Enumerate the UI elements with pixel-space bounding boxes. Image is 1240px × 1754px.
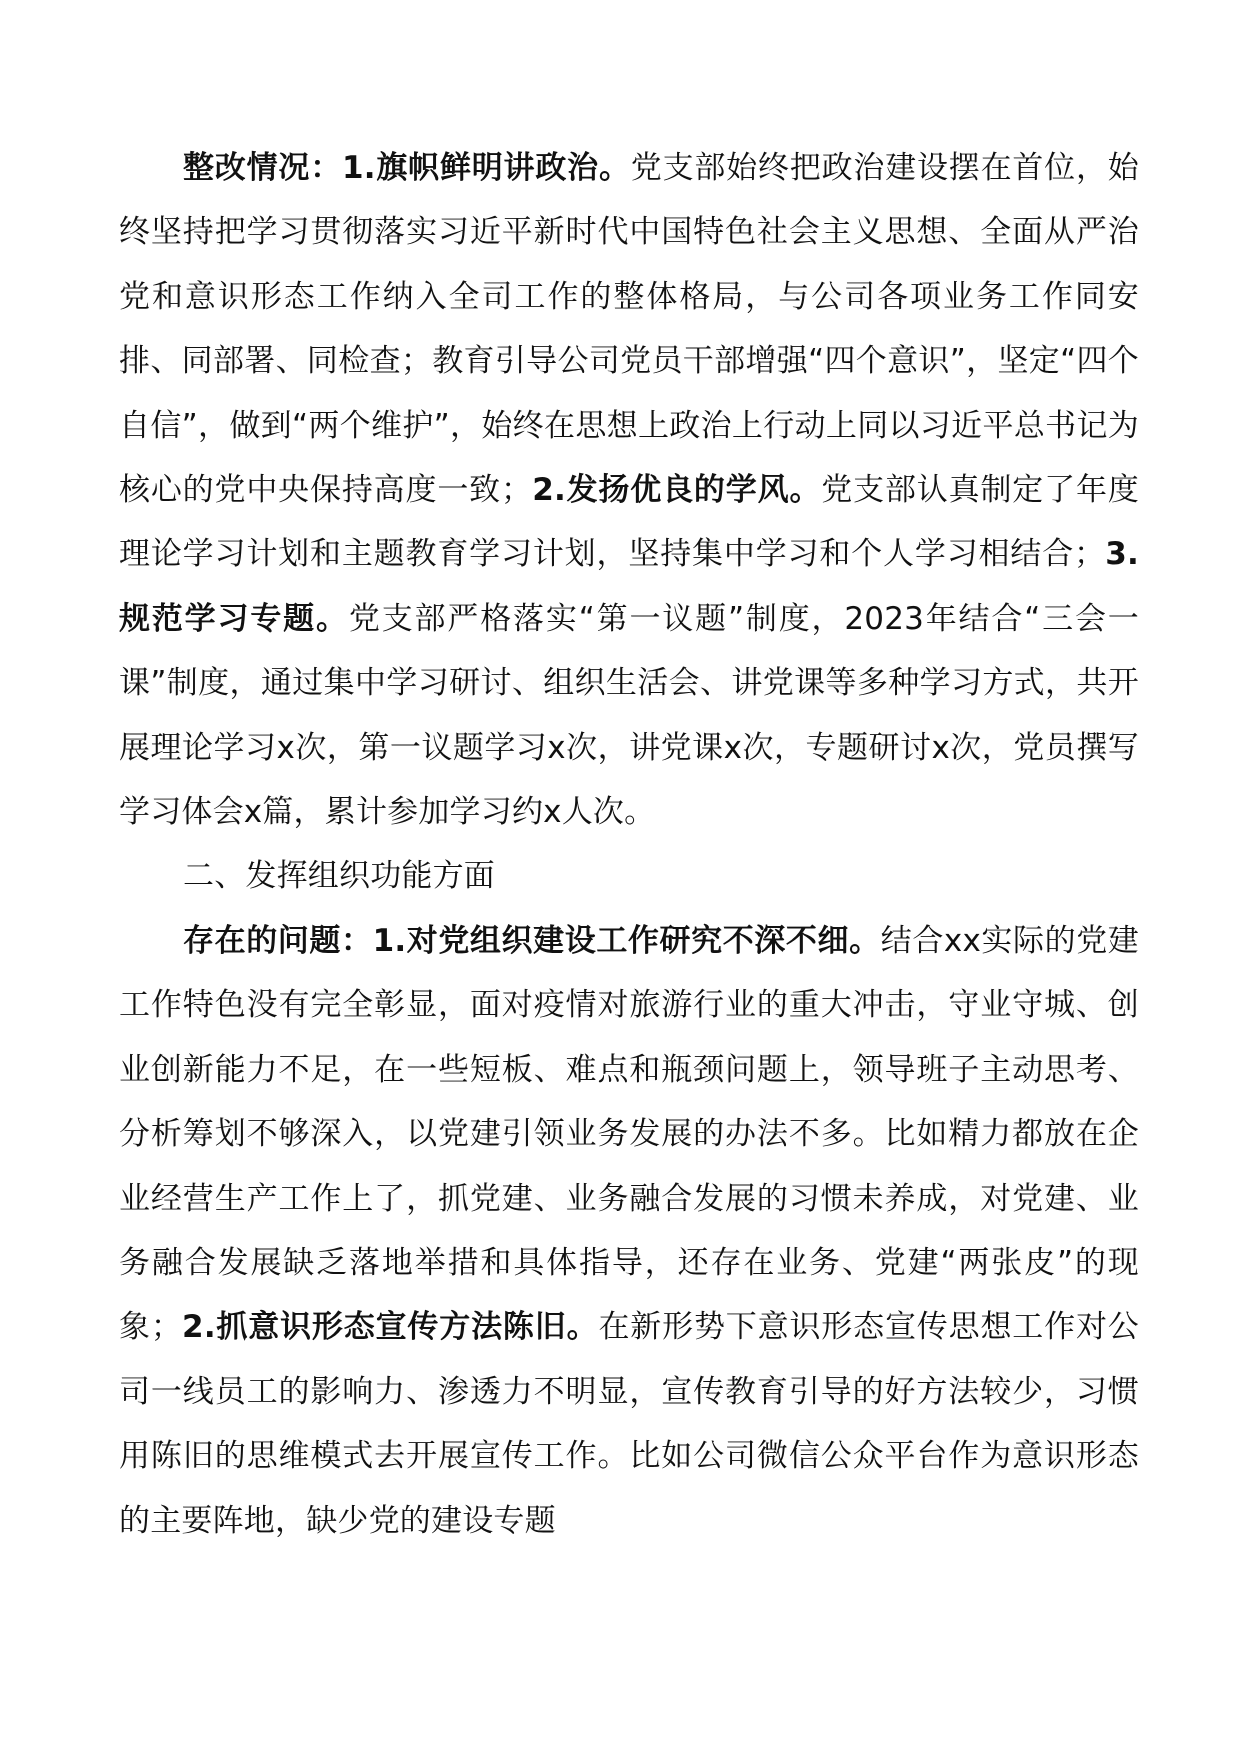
heading-rectification-2: 2.发扬优良的学风。 [532, 472, 822, 509]
section-heading-organization-function [119, 844, 1139, 908]
body-text: 党支部始终把政治建设摆在首位，始终坚持把学习贯彻落实习近平新时代中国特色社会主义思想、全面从严治党和意识形态工作纳入全司工作的整体格局，与公司各项业务工作同安排、同部署、同检查；教育引导公司党员干部增强“四个意识”，坚定“四个自信”，做到“两个维护”，始终在思想上政治上行动上同以习近平总书记为核心的党中央保持高度一致； [119, 150, 1139, 509]
heading-problem-2: 2.抓意识形态宣传方法陈旧。 [182, 1309, 599, 1346]
document-body [119, 136, 1139, 1553]
body-text: 党支部认真制定了年度理论学习计划和主题教育学习计划，坚持集中学习和个人学习相结合； [119, 472, 1139, 573]
section-heading-text: 二、发挥组织功能方面 [183, 858, 495, 895]
heading-rectification-3: 3.规范学习专题。 [119, 536, 1139, 637]
body-text: 结合xx实际的党建工作特色没有完全彰显，面对疫情对旅游行业的重大冲击，守业守城、创业创新能力不足，在一些短板、难点和瓶颈问题上，领导班子主动思考、分析筹划不够深入，以党建引领业务发展的办法不多。比如精力都放在企业经营生产工作上了，抓党建、业务融合发展的习惯未养成，对党建、业务融合发展缺乏落地举措和具体指导，还存在业务、党建“两张皮”的现象； [119, 922, 1139, 1346]
heading-problem-1: 存在的问题：1.对党组织建设工作研究不深不细。 [183, 922, 881, 959]
paragraph-existing-problems [119, 909, 1139, 1553]
body-text: 在新形势下意识形态宣传思想工作对公司一线员工的影响力、渗透力不明显，宣传教育引导的好方法较少，习惯用陈旧的思维模式去开展宣传工作。比如公司微信公众平台作为意识形态的主要阵地，缺少党的建设专题 [119, 1309, 1140, 1539]
body-text: 党支部严格落实“第一议题”制度，2023年结合“三会一课”制度，通过集中学习研讨、组织生活会、讲党课等多种学习方式，共开展理论学习x次，第一议题学习x次，讲党课x次，专题研讨x次，党员撰写学习体会x篇，累计参加学习约x人次。 [119, 600, 1139, 831]
heading-rectification-1: 整改情况：1.旗帜鲜明讲政治。 [183, 150, 631, 186]
paragraph-rectification-status [119, 136, 1139, 844]
